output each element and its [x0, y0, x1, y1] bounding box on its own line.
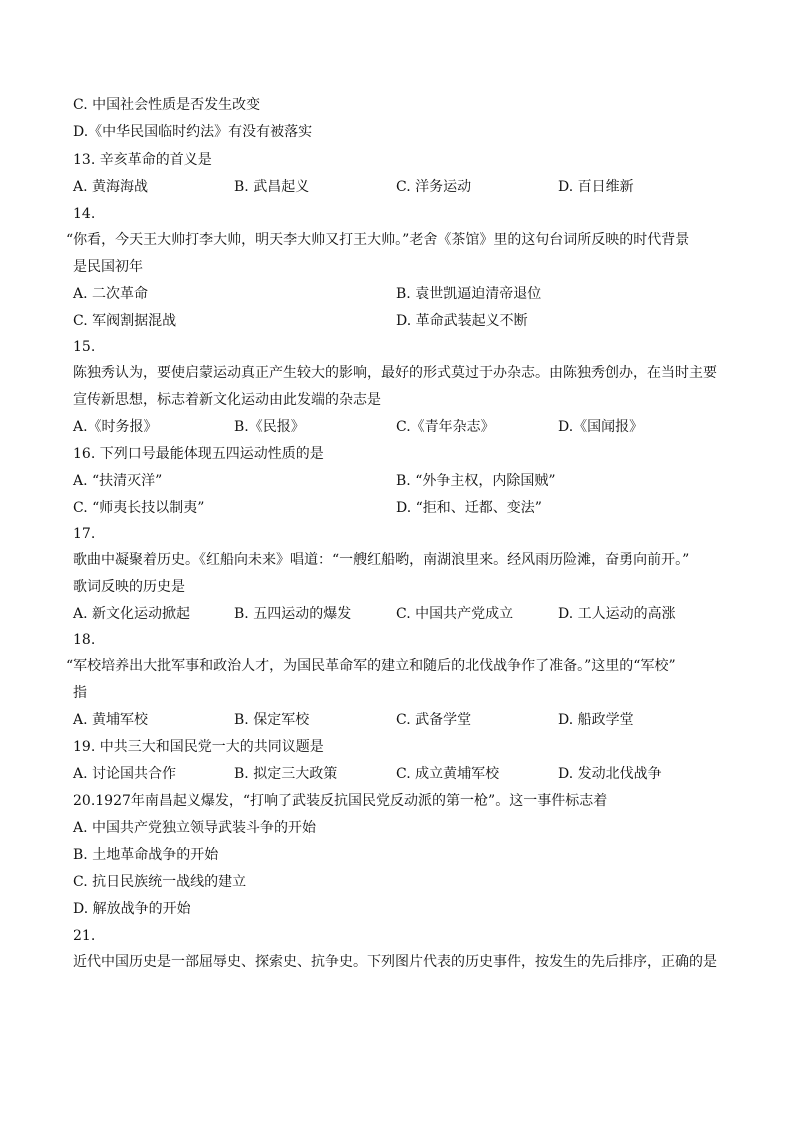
q13-option-d: D. 百日维新: [558, 179, 634, 195]
q18-option-d: D. 船政学堂: [558, 712, 634, 728]
q17-stem-line2: 歌词反映的历史是: [73, 579, 185, 595]
q17-option-c: C. 中国共产党成立: [396, 606, 514, 622]
q13-option-b: B. 武昌起义: [234, 179, 310, 195]
q16-stem: 16. 下列口号最能体现五四运动性质的是: [73, 446, 324, 462]
q15-option-a: A.《时务报》: [73, 419, 158, 435]
q14-option-a: A. 二次革命: [73, 286, 149, 302]
q14-stem-line2: 是民国初年: [73, 259, 143, 275]
q16-option-c: C. “师夷长技以制夷”: [73, 500, 205, 516]
q18-option-a: A. 黄埔军校: [73, 712, 149, 728]
q14-option-b: B. 袁世凯逼迫清帝退位: [396, 286, 542, 302]
q20-option-a: A. 中国共产党独立领导武装斗争的开始: [73, 820, 317, 836]
q18-option-c: C. 武备学堂: [396, 712, 472, 728]
q19-stem: 19. 中共三大和国民党一大的共同议题是: [73, 739, 324, 755]
q17-option-d: D. 工人运动的高涨: [558, 606, 676, 622]
q19-option-d: D. 发动北伐战争: [558, 766, 662, 782]
q15-option-b: B.《民报》: [234, 419, 305, 435]
q16-option-b: B. “外争主权，内除国贼”: [396, 473, 556, 489]
q13-option-a: A. 黄海海战: [73, 179, 149, 195]
q15-stem-line1: 陈独秀认为，要使启蒙运动真正产生较大的影响，最好的形式莫过于办杂志。由陈独秀创办，在当时主要: [73, 365, 717, 381]
q15-option-d: D.《国闻报》: [558, 419, 644, 435]
q13-option-c: C. 洋务运动: [396, 179, 472, 195]
q16-option-a: A. “扶清灭洋”: [73, 473, 163, 489]
q12-option-c: C. 中国社会性质是否发生改变: [73, 97, 261, 113]
q17-stem-line1: 歌曲中凝聚着历史。《红船向未来》唱道：“一艘红船哟，南湖浪里来。经风雨历险滩，奋勇向前开。”: [73, 552, 690, 568]
q20-option-b: B. 土地革命战争的开始: [73, 847, 219, 863]
q15-stem-line2: 宣传新思想，标志着新文化运动由此发端的杂志是: [73, 392, 381, 408]
q17-number: 17.: [73, 526, 96, 542]
q15-option-c: C.《青年杂志》: [396, 419, 495, 435]
q20-option-c: C. 抗日民族统一战线的建立: [73, 874, 247, 890]
q19-option-a: A. 讨论国共合作: [73, 766, 177, 782]
q14-option-d: D. 革命武装起义不断: [396, 313, 528, 329]
q21-stem-line1: 近代中国历史是一部屈辱史、探索史、抗争史。下列图片代表的历史事件，按发生的先后排序，正确的是: [73, 954, 717, 970]
q19-option-c: C. 成立黄埔军校: [396, 766, 500, 782]
q18-stem-line1: “军校培养出大批军事和政治人才，为国民革命军的建立和随后的北伐战争作了准备。”这里的“军校”: [66, 658, 676, 674]
q14-number: 14.: [73, 206, 96, 222]
q13-stem: 13. 辛亥革命的首义是: [73, 152, 212, 168]
q18-stem-line2: 指: [73, 685, 87, 701]
q21-number: 21.: [73, 928, 96, 944]
q16-option-d: D. “拒和、迁都、变法”: [396, 500, 542, 516]
q18-number: 18.: [73, 632, 96, 648]
q18-option-b: B. 保定军校: [234, 712, 310, 728]
q20-option-d: D. 解放战争的开始: [73, 901, 191, 917]
q17-option-a: A. 新文化运动掀起: [73, 606, 191, 622]
q17-option-b: B. 五四运动的爆发: [234, 606, 352, 622]
q14-stem-line1: “你看，今天王大帅打李大帅，明天李大帅又打王大帅。”老舍《茶馆》里的这句台词所反映的时代背景: [66, 232, 690, 248]
q15-number: 15.: [73, 339, 96, 355]
q20-stem: 20.1927年南昌起义爆发，“打响了武装反抗国民党反动派的第一枪”。这一事件标志着: [73, 793, 608, 809]
q19-option-b: B. 拟定三大政策: [234, 766, 338, 782]
q12-option-d: D.《中华民国临时约法》有没有被落实: [73, 124, 313, 140]
q14-option-c: C. 军阀割据混战: [73, 313, 177, 329]
